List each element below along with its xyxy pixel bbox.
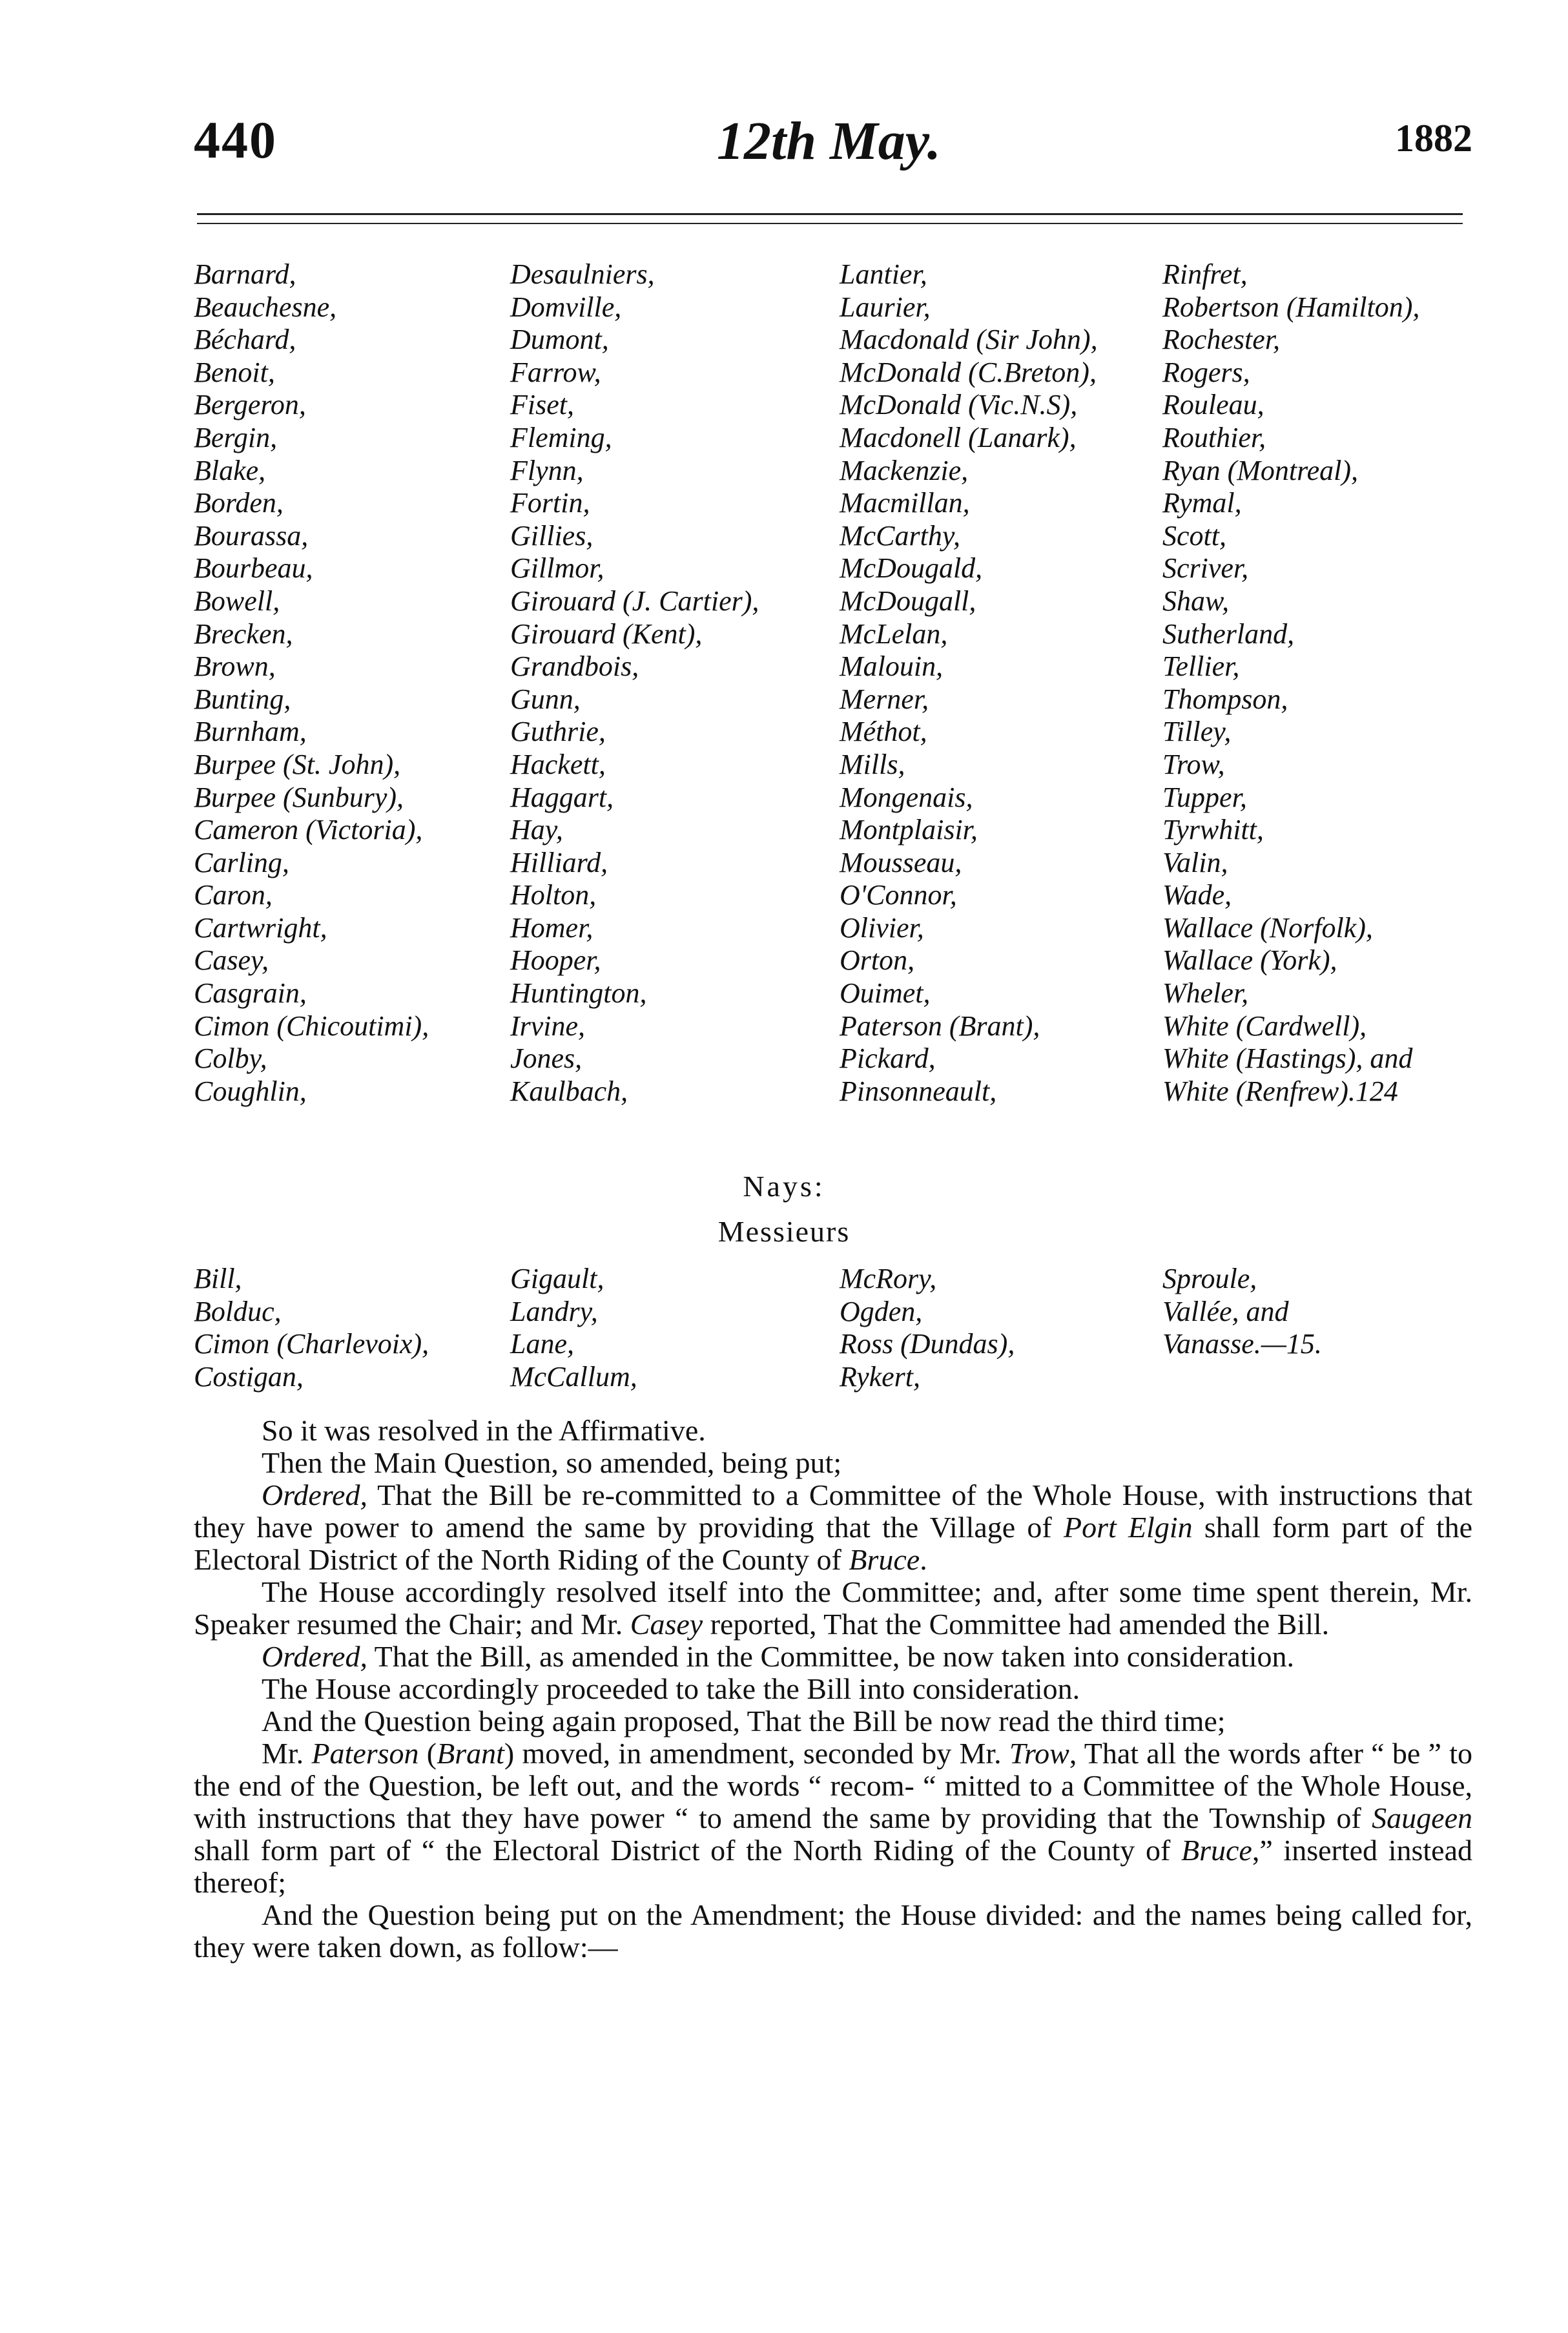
- member-name-cell: Tupper,: [1162, 781, 1247, 813]
- member-name-cell: Olivier,: [840, 911, 924, 944]
- yeas-row: [194, 814, 1472, 847]
- member-name-cell: Huntington,: [510, 977, 647, 1010]
- yeas-row: [194, 455, 1472, 488]
- member-name-cell: Guthrie,: [510, 716, 606, 748]
- yeas-row: [194, 683, 1472, 716]
- member-name-cell: Paterson (Brant),: [840, 1010, 1040, 1042]
- yeas-table: [194, 258, 1472, 1108]
- member-name-cell: Rykert,: [840, 1360, 921, 1393]
- member-name-cell: Burnham,: [194, 716, 307, 748]
- nays-heading: Nays:: [743, 1170, 825, 1203]
- member-name-cell: Bourbeau,: [194, 552, 313, 585]
- member-name-cell: Fleming,: [510, 421, 612, 453]
- paragraph-question-proposed: And the Question being again proposed, That the Bill be now read the third time;: [262, 1705, 1226, 1737]
- member-name-cell: Holton,: [510, 879, 597, 911]
- member-name-cell: Burpee (St. John),: [194, 748, 401, 780]
- member-name-cell: Hooper,: [510, 944, 601, 977]
- member-name-cell: Scriver,: [1162, 552, 1249, 585]
- member-name-cell: Borden,: [194, 487, 284, 519]
- nays-row: [194, 1296, 1472, 1329]
- yeas-row: [194, 1075, 1472, 1108]
- member-name-cell: Rymal,: [1162, 487, 1242, 519]
- member-name-cell: Fortin,: [510, 487, 590, 519]
- member-name-cell: Macdonald (Sir John),: [840, 324, 1098, 356]
- text-run: ,” inserted instead thereof;: [194, 1834, 1472, 1899]
- text-run: The House accordingly resolved itself into the Committee; and, after some time spent therein, Mr. Speaker resumed the Chair; and Mr.: [194, 1575, 1472, 1641]
- member-name-cell: Ouimet,: [840, 977, 931, 1010]
- text-run: , That all the words after “ be ” to the end of the Question, be left out, and the words “ recom- “ mitted to a Committee of the Whole House, with instructions that they have power “ to amend the same by providing that the Township of: [194, 1737, 1472, 1834]
- member-name-cell: Fiset,: [510, 389, 574, 421]
- member-name-cell: Haggart,: [510, 781, 614, 813]
- paragraph-division: And the Question being put on the Amendment; the House divided: and the names being called for, they were taken down, as follow:—: [194, 1898, 1472, 1964]
- member-name-cell: Sutherland,: [1162, 617, 1295, 650]
- nays-row: [194, 1328, 1472, 1361]
- county-name: Bruce: [849, 1543, 920, 1576]
- yeas-row: [194, 258, 1472, 291]
- nays-subheading: Messieurs: [717, 1215, 851, 1248]
- paragraph-resolved: So it was resolved in the Affirmative.: [262, 1414, 706, 1447]
- yeas-row: [194, 879, 1472, 912]
- paragraph-order-recommit: [194, 1479, 1472, 1576]
- member-name-cell: Hackett,: [510, 748, 606, 780]
- member-name-cell: Cameron (Victoria),: [194, 814, 423, 846]
- member-name-cell: Méthot,: [840, 716, 927, 748]
- text-run: shall form part of “ the Electoral District of the North Riding of the County of: [194, 1834, 1181, 1867]
- member-name-cell: Malouin,: [840, 650, 944, 683]
- member-name-cell: Wallace (York),: [1162, 944, 1337, 977]
- member-name-cell: Lane,: [510, 1328, 574, 1360]
- member-name-cell: Girouard (Kent),: [510, 617, 703, 650]
- member-name-cell: Cartwright,: [194, 911, 327, 944]
- nays-list: [194, 1263, 1472, 1393]
- member-name-cell: Trow,: [1162, 748, 1225, 780]
- member-name-cell: Bourassa,: [194, 519, 309, 552]
- ordered-label: Ordered,: [262, 1478, 367, 1511]
- yeas-row: [194, 977, 1472, 1010]
- member-name-cell: McCarthy,: [840, 519, 960, 552]
- member-name-cell: Mills,: [840, 748, 905, 780]
- yeas-table-body: [194, 258, 1472, 1108]
- member-name-cell: O'Connor,: [840, 879, 957, 911]
- member-name-cell: Lantier,: [840, 258, 927, 290]
- member-name-cell: Farrow,: [510, 356, 601, 388]
- yeas-row: [194, 552, 1472, 585]
- member-name-cell: Bolduc,: [194, 1295, 282, 1327]
- member-name-cell: Routhier,: [1162, 421, 1266, 453]
- member-name-cell: McDonald (Vic.N.S),: [840, 389, 1078, 421]
- paragraph-main-question: Then the Main Question, so amended, being put;: [262, 1446, 842, 1479]
- paragraph-amendment: [194, 1737, 1472, 1899]
- yeas-row: [194, 357, 1472, 389]
- member-name-cell: McDougall,: [840, 585, 976, 617]
- member-name-cell: Irvine,: [510, 1010, 586, 1042]
- text-run: That the Bill be re-committed to a Committee of the Whole House, with instructions that they have power to amend the same by providing that the Village of: [194, 1478, 1472, 1544]
- member-name-cell: McRory,: [840, 1263, 937, 1294]
- text-run: (: [418, 1737, 437, 1770]
- yeas-row: [194, 782, 1472, 814]
- yeas-row: [194, 291, 1472, 324]
- member-name-cell: Benoit,: [194, 356, 275, 388]
- member-name-cell: Kaulbach,: [510, 1075, 628, 1107]
- member-name-cell: Coughlin,: [194, 1075, 307, 1107]
- member-name-cell: Scott,: [1162, 519, 1226, 552]
- member-name-cell: Blake,: [194, 454, 266, 486]
- text-run: ) moved, in amendment, seconded by Mr.: [504, 1737, 1009, 1770]
- yeas-row: [194, 520, 1472, 553]
- member-name-cell: Vallée, and: [1162, 1295, 1289, 1327]
- member-name-cell: Sproule,: [1162, 1263, 1257, 1294]
- member-name-cell: Cimon (Chicoutimi),: [194, 1010, 429, 1042]
- yeas-row: [194, 618, 1472, 651]
- member-name-cell: Gunn,: [510, 683, 581, 715]
- member-name-cell: Rouleau,: [1162, 389, 1264, 421]
- page-title: 12th May.: [717, 111, 941, 171]
- member-name-cell: Carling,: [194, 846, 289, 878]
- place-name: Saugeen: [1372, 1801, 1472, 1834]
- member-name-cell: Mackenzie,: [840, 454, 969, 486]
- member-name-cell: Tilley,: [1162, 716, 1232, 748]
- member-name-cell: Cimon (Charlevoix),: [194, 1328, 429, 1360]
- paragraph-proceeded: The House accordingly proceeded to take the Bill into consideration.: [262, 1672, 1080, 1705]
- member-name-cell: Gigault,: [510, 1263, 604, 1294]
- text-run: reported, That the Committee had amended the Bill.: [703, 1608, 1330, 1641]
- member-name-cell: [1162, 1361, 1472, 1394]
- member-name-cell: Brown,: [194, 650, 276, 683]
- member-name-cell: Béchard,: [194, 324, 296, 356]
- member-name-cell: Domville,: [510, 291, 622, 323]
- member-name-cell: Girouard (J. Cartier),: [510, 585, 759, 617]
- member-name-cell: Wheler,: [1162, 977, 1249, 1010]
- yeas-row: [194, 324, 1472, 357]
- member-name-cell: McDougald,: [840, 552, 983, 585]
- member-name-cell: Barnard,: [194, 258, 296, 290]
- yeas-row: [194, 912, 1472, 945]
- text-run: shall form part of the Electoral District of the North Riding of the County of: [194, 1511, 1472, 1576]
- member-name-cell: Robertson (Hamilton),: [1162, 291, 1420, 323]
- text-run: That the Bill, as amended in the Committee, be now taken into consideration.: [367, 1640, 1295, 1673]
- nays-row: [194, 1263, 1472, 1296]
- paragraph-order-consideration: [194, 1641, 1472, 1673]
- member-name-cell: Homer,: [510, 911, 593, 944]
- member-name-cell: McCallum,: [510, 1360, 637, 1393]
- member-name-cell: Colby,: [194, 1042, 267, 1075]
- yeas-row: [194, 1010, 1472, 1043]
- ordered-label: Ordered,: [262, 1640, 367, 1673]
- member-name-cell: Ross (Dundas),: [840, 1328, 1015, 1360]
- member-name-cell: Beauchesne,: [194, 291, 337, 323]
- member-name-cell: Pinsonneault,: [840, 1075, 997, 1107]
- member-name-cell: Montplaisir,: [840, 814, 978, 846]
- member-name: Trow: [1009, 1737, 1069, 1770]
- yeas-row: [194, 944, 1472, 977]
- member-name-cell: White (Hastings), and: [1162, 1042, 1413, 1075]
- member-name-cell: Burpee (Sunbury),: [194, 781, 404, 813]
- member-name-cell: Desaulniers,: [510, 258, 655, 290]
- member-name-cell: Mongenais,: [840, 781, 973, 813]
- yeas-row: [194, 716, 1472, 749]
- member-name-cell: Hay,: [510, 814, 563, 846]
- yeas-row: [194, 487, 1472, 520]
- member-name-cell: Valin,: [1162, 846, 1228, 878]
- member-name-cell: Hilliard,: [510, 846, 608, 878]
- yeas-row: [194, 650, 1472, 683]
- member-name-cell: Vanasse.—15.: [1162, 1328, 1322, 1360]
- member-name: Casey: [630, 1608, 703, 1641]
- yeas-row: [194, 749, 1472, 782]
- member-name-cell: Bill,: [194, 1263, 242, 1294]
- yeas-row: [194, 847, 1472, 880]
- member-name-cell: Bergin,: [194, 421, 278, 453]
- member-name-cell: Macdonell (Lanark),: [840, 421, 1077, 453]
- member-name-cell: Rogers,: [1162, 356, 1250, 388]
- member-name-cell: Mousseau,: [840, 846, 962, 878]
- header-rule-thin: [197, 223, 1463, 224]
- member-name-cell: Macmillan,: [840, 487, 970, 519]
- member-name-cell: Ogden,: [840, 1295, 923, 1327]
- member-name-cell: Jones,: [510, 1042, 583, 1075]
- yeas-row: [194, 389, 1472, 422]
- paragraph-committee-report: [194, 1576, 1472, 1641]
- yeas-row: [194, 422, 1472, 455]
- member-name-cell: Gillies,: [510, 519, 593, 552]
- member-name-cell: Landry,: [510, 1295, 598, 1327]
- member-name-cell: Laurier,: [840, 291, 931, 323]
- member-name-cell: White (Renfrew).124: [1162, 1075, 1398, 1107]
- yeas-list: [194, 258, 1472, 1108]
- member-name-cell: Merner,: [840, 683, 929, 715]
- member-name-cell: Grandbois,: [510, 650, 639, 683]
- member-name-cell: Rochester,: [1162, 324, 1281, 356]
- nays-table: [194, 1263, 1472, 1393]
- nays-table-body: [194, 1263, 1472, 1393]
- nays-row: [194, 1361, 1472, 1394]
- page-header: [194, 110, 1472, 181]
- member-name: Paterson: [311, 1737, 419, 1770]
- member-name-cell: Dumont,: [510, 324, 609, 356]
- place-name: Port Elgin: [1063, 1511, 1193, 1544]
- page-year: 1882: [1395, 117, 1472, 160]
- member-name-cell: Costigan,: [194, 1360, 304, 1393]
- member-name-cell: Brecken,: [194, 617, 293, 650]
- member-name-cell: Orton,: [840, 944, 915, 977]
- member-name-cell: Thompson,: [1162, 683, 1288, 715]
- proceedings-text: [194, 1415, 1472, 1964]
- member-name-cell: Wade,: [1162, 879, 1232, 911]
- member-name-cell: Casey,: [194, 944, 269, 977]
- member-name-cell: Ryan (Montreal),: [1162, 454, 1359, 486]
- member-name-cell: Bowell,: [194, 585, 280, 617]
- member-name-cell: McLelan,: [840, 617, 948, 650]
- yeas-row: [194, 1042, 1472, 1075]
- county-name: Bruce: [1181, 1834, 1252, 1867]
- text-run: .: [920, 1543, 927, 1576]
- member-name-cell: White (Cardwell),: [1162, 1010, 1367, 1042]
- member-name-cell: McDonald (C.Breton),: [840, 356, 1097, 388]
- member-name-cell: Bergeron,: [194, 389, 306, 421]
- member-name-cell: Tellier,: [1162, 650, 1240, 683]
- member-name-cell: Shaw,: [1162, 585, 1230, 617]
- member-name-cell: Caron,: [194, 879, 273, 911]
- member-name-cell: Bunting,: [194, 683, 291, 715]
- member-name-cell: Flynn,: [510, 454, 584, 486]
- riding-name: Brant: [437, 1737, 504, 1770]
- page-number: 440: [194, 110, 277, 169]
- member-name-cell: Pickard,: [840, 1042, 936, 1075]
- header-rule: [197, 213, 1463, 215]
- text-run: Mr.: [262, 1737, 312, 1770]
- member-name-cell: Gillmor,: [510, 552, 604, 585]
- member-name-cell: Wallace (Norfolk),: [1162, 911, 1373, 944]
- member-name-cell: Rinfret,: [1162, 258, 1248, 290]
- yeas-row: [194, 585, 1472, 618]
- member-name-cell: Tyrwhitt,: [1162, 814, 1264, 846]
- member-name-cell: Casgrain,: [194, 977, 307, 1010]
